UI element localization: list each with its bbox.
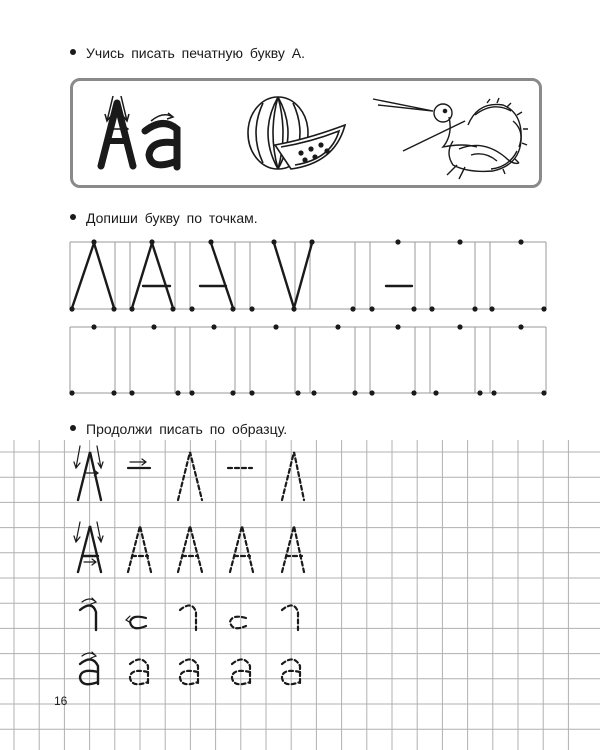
tracing-row-1 — [70, 242, 546, 309]
letter-card — [70, 78, 542, 188]
instruction-continue-text: Продолжи писать по образцу. — [86, 421, 288, 437]
stroke-arrow-icon — [151, 113, 173, 121]
instruction-trace-text: Допиши букву по точкам. — [86, 210, 258, 226]
tracing-dots-row-1 — [69, 239, 546, 311]
letter-card-art — [73, 81, 539, 185]
grid-lines — [0, 440, 600, 750]
instruction-learn-text: Учись писать печатную букву А. — [86, 45, 305, 61]
instruction-trace-dots — [70, 210, 258, 226]
stork-picture — [373, 98, 528, 179]
capital-a-sample — [101, 103, 133, 166]
copy-row-1 — [74, 446, 304, 500]
watermelon-picture — [248, 97, 345, 169]
bullet-icon — [70, 425, 76, 431]
copy-row-2 — [74, 522, 304, 572]
tracing-dots-row-2 — [69, 324, 546, 395]
tracing-row-2 — [70, 327, 546, 393]
page-number: 16 — [54, 694, 68, 708]
copy-grid — [0, 440, 600, 750]
lowercase-a-sample — [145, 123, 177, 167]
tracing-strokes-row-1 — [72, 243, 412, 308]
instruction-continue-pattern — [70, 421, 287, 437]
instruction-learn-letter — [70, 45, 305, 61]
bullet-icon — [70, 49, 76, 55]
bullet-icon — [70, 214, 76, 220]
